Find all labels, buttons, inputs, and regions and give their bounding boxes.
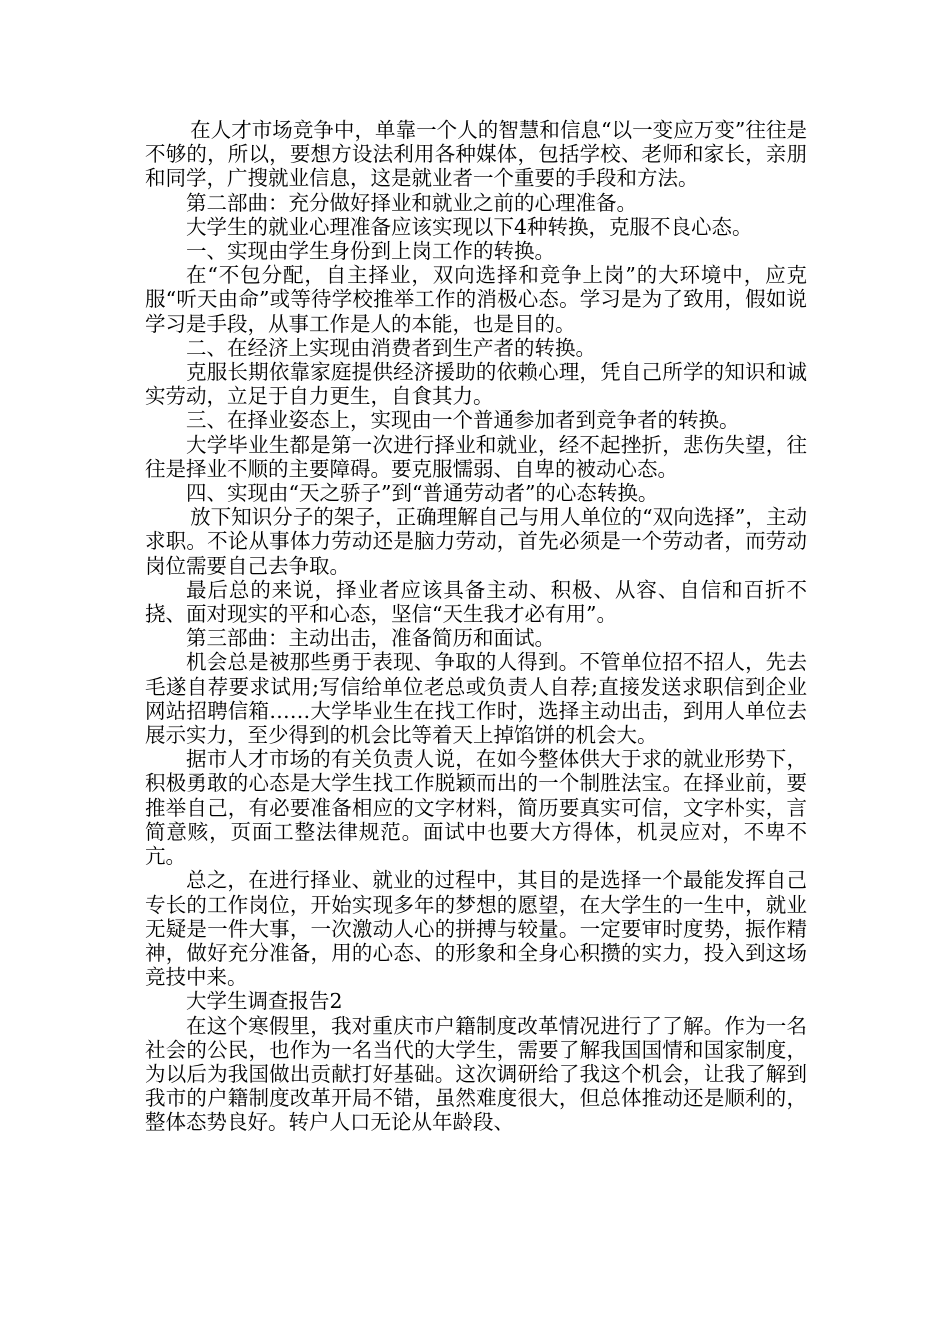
paragraph-18: 在这个寒假里，我对重庆市户籍制度改革情况进行了了解。作为一名社会的公民，也作为一名当代的大学生，需要了解我国国情和国家制度，为以后为我国做出贡献打好基础。这次调研给了我这个机会，让我了解到我市的户籍制度改革开局不错，虽然难度很大，但总体推动还是顺利的，整体态势良好。转户人口无论从年龄段、 bbox=[145, 1013, 807, 1135]
paragraph-6: 二、在经济上实现由消费者到生产者的转换。 bbox=[186, 335, 596, 360]
paragraph-3: 大学生的就业心理准备应该实现以下4种转换，克服不良心态。 bbox=[186, 214, 753, 239]
paragraph-12: 最后总的来说，择业者应该具备主动、积极、从容、自信和百折不挠、面对现实的平和心态，坚信“天生我才必有用”。 bbox=[145, 577, 807, 627]
paragraph-5: 在“不包分配，自主择业，双向选择和竞争上岗”的大环境中，应克服“听天由命”或等待学校推举工作的消极心态。学习是为了致用，假如说学习是手段，从事工作是人的本能，也是目的。 bbox=[145, 263, 807, 336]
paragraph-10: 四、实现由“天之骄子”到“普通劳动者”的心态转换。 bbox=[186, 481, 659, 506]
paragraph-14: 机会总是被那些勇于表现、争取的人得到。不管单位招不招人，先去毛遂自荐要求试用;写信给单位老总或负责人自荐;直接发送求职信到企业网站招聘信箱……大学毕业生在找工作时，选择主动出击，到用人单位去展示实力，至少得到的机会比等着天上掉馅饼的机会大。 bbox=[145, 650, 807, 748]
paragraph-7: 克服长期依靠家庭提供经济援助的依赖心理，凭自己所学的知识和诚实劳动，立足于自力更生，自食其力。 bbox=[145, 360, 807, 409]
section-heading: 大学生调查报告2 bbox=[186, 989, 343, 1014]
paragraph-8: 三、在择业姿态上，实现由一个普通参加者到竞争者的转换。 bbox=[186, 408, 740, 433]
paragraph-9: 大学毕业生都是第一次进行择业和就业，经不起挫折，悲伤失望，往往是择业不顺的主要障碍。要克服懦弱、自卑的被动心态。 bbox=[145, 432, 807, 481]
paragraph-11: 放下知识分子的架子，正确理解自己与用人单位的“双向选择”，主动求职。不论从事体力劳动还是脑力劳动，首先必须是一个劳动者，而劳动岗位需要自己去争取。 bbox=[145, 505, 807, 578]
paragraph-1: 在人才市场竞争中，单靠一个人的智慧和信息“以一变应万变”往往是不够的，所以，要想方设法利用各种媒体，包括学校、老师和家长，亲朋和同学，广搜就业信息，这是就业者一个重要的手段和方法。 bbox=[145, 118, 807, 191]
paragraph-15: 据市人才市场的有关负责人说，在如今整体供大于求的就业形势下，积极勇敢的心态是大学生找工作脱颖而出的一个制胜法宝。在择业前，要推举自己，有必要准备相应的文字材料，简历要真实可信，文字朴实，言简意赅，页面工整法律规范。面试中也要大方得体，机灵应对，不卑不亢。 bbox=[145, 747, 807, 869]
paragraph-13: 第三部曲：主动出击，准备简历和面试。 bbox=[186, 626, 555, 651]
document-page bbox=[145, 118, 807, 1135]
paragraph-4: 一、实现由学生身份到上岗工作的转换。 bbox=[186, 239, 555, 264]
paragraph-2: 第二部曲：充分做好择业和就业之前的心理准备。 bbox=[186, 190, 637, 215]
paragraph-16: 总之，在进行择业、就业的过程中，其目的是选择一个最能发挥自己专长的工作岗位，开始实现多年的梦想的愿望，在大学生的一生中，就业无疑是一件大事，一次激动人心的拼搏与较量。一定要审时度势，振作精神，做好充分准备，用的心态、的形象和全身心积攒的实力，投入到这场竞技中来。 bbox=[145, 868, 807, 990]
